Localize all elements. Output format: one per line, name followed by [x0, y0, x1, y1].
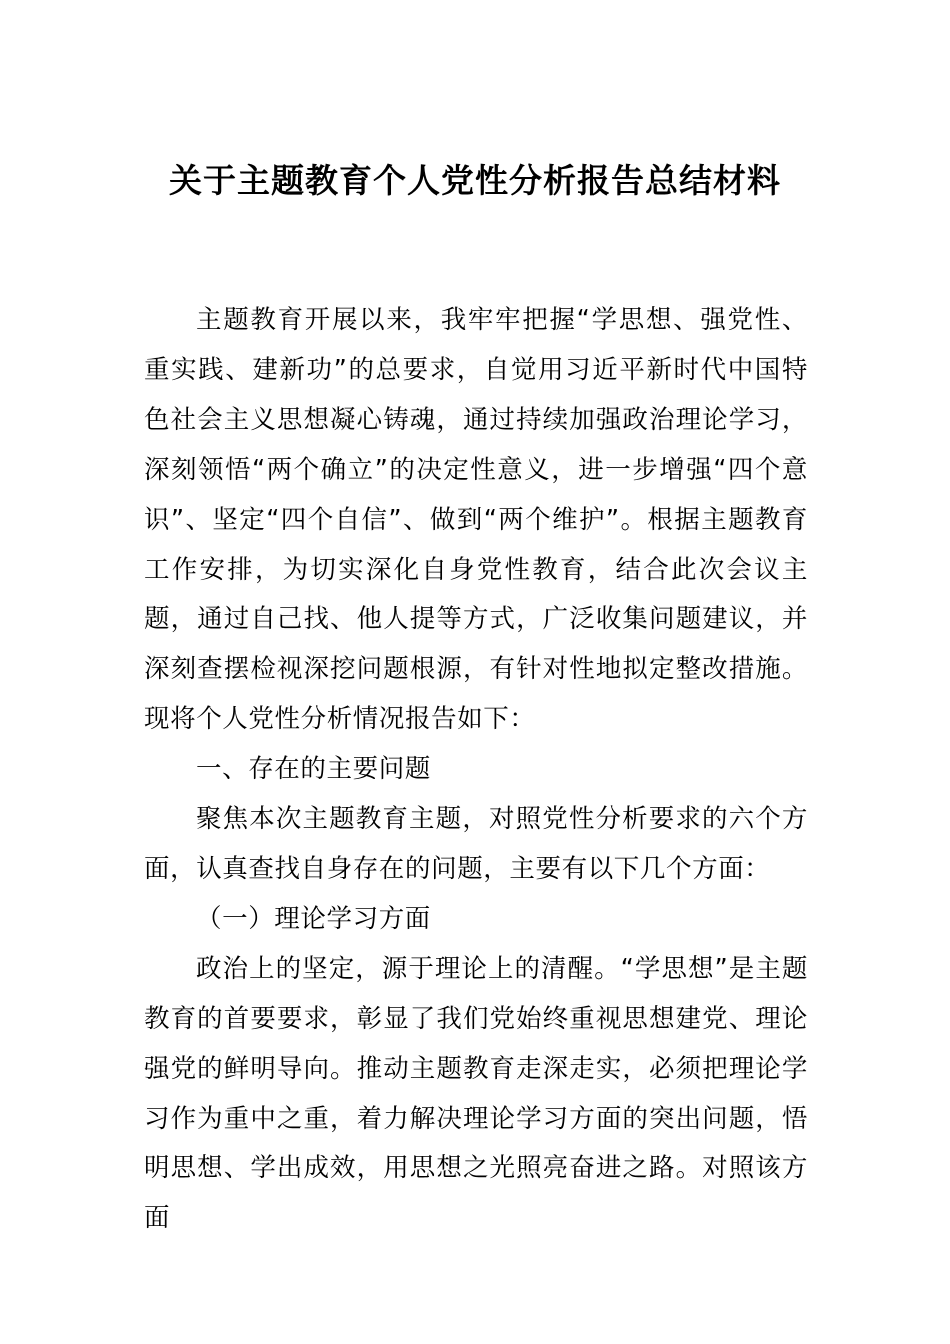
subsection-heading-theory-study: （一）理论学习方面 — [196, 903, 431, 934]
section-intro-paragraph: 聚焦本次主题教育主题，对照党性分析要求的六个方面，认真查找自身存在的问题，主要有以下几个方面： — [144, 804, 808, 884]
intro-paragraph: 主题教育开展以来，我牢牢把握“学思想、强党性、重实践、建新功”的总要求，自觉用习近平新时代中国特色社会主义思想凝心铸魂，通过持续加强政治理论学习，深刻领悟“两个确立”的决定性意义，进一步增强“四个意识”、坚定“四个自信”、做到“两个维护”。根据主题教育工作安排，为切实深化自身党性教育，结合此次会议主题，通过自己找、他人提等方式，广泛收集问题建议，并深刻查摆检视深挖问题根源，有针对性地拟定整改措施。现将个人党性分析情况报告如下： — [144, 305, 808, 735]
section-heading-main-problems: 一、存在的主要问题 — [196, 754, 431, 785]
theory-study-paragraph: 政治上的坚定，源于理论上的清醒。“学思想”是主题教育的首要要求，彰显了我们党始终重视思想建党、理论强党的鲜明导向。推动主题教育走深走实，必须把理论学习作为重中之重，着力解决理论学习方面的突出问题，悟明思想、学出成效，用思想之光照亮奋进之路。对照该方面 — [144, 953, 808, 1234]
document-title: 关于主题教育个人党性分析报告总结材料 — [169, 161, 781, 200]
document-body — [144, 296, 808, 1244]
